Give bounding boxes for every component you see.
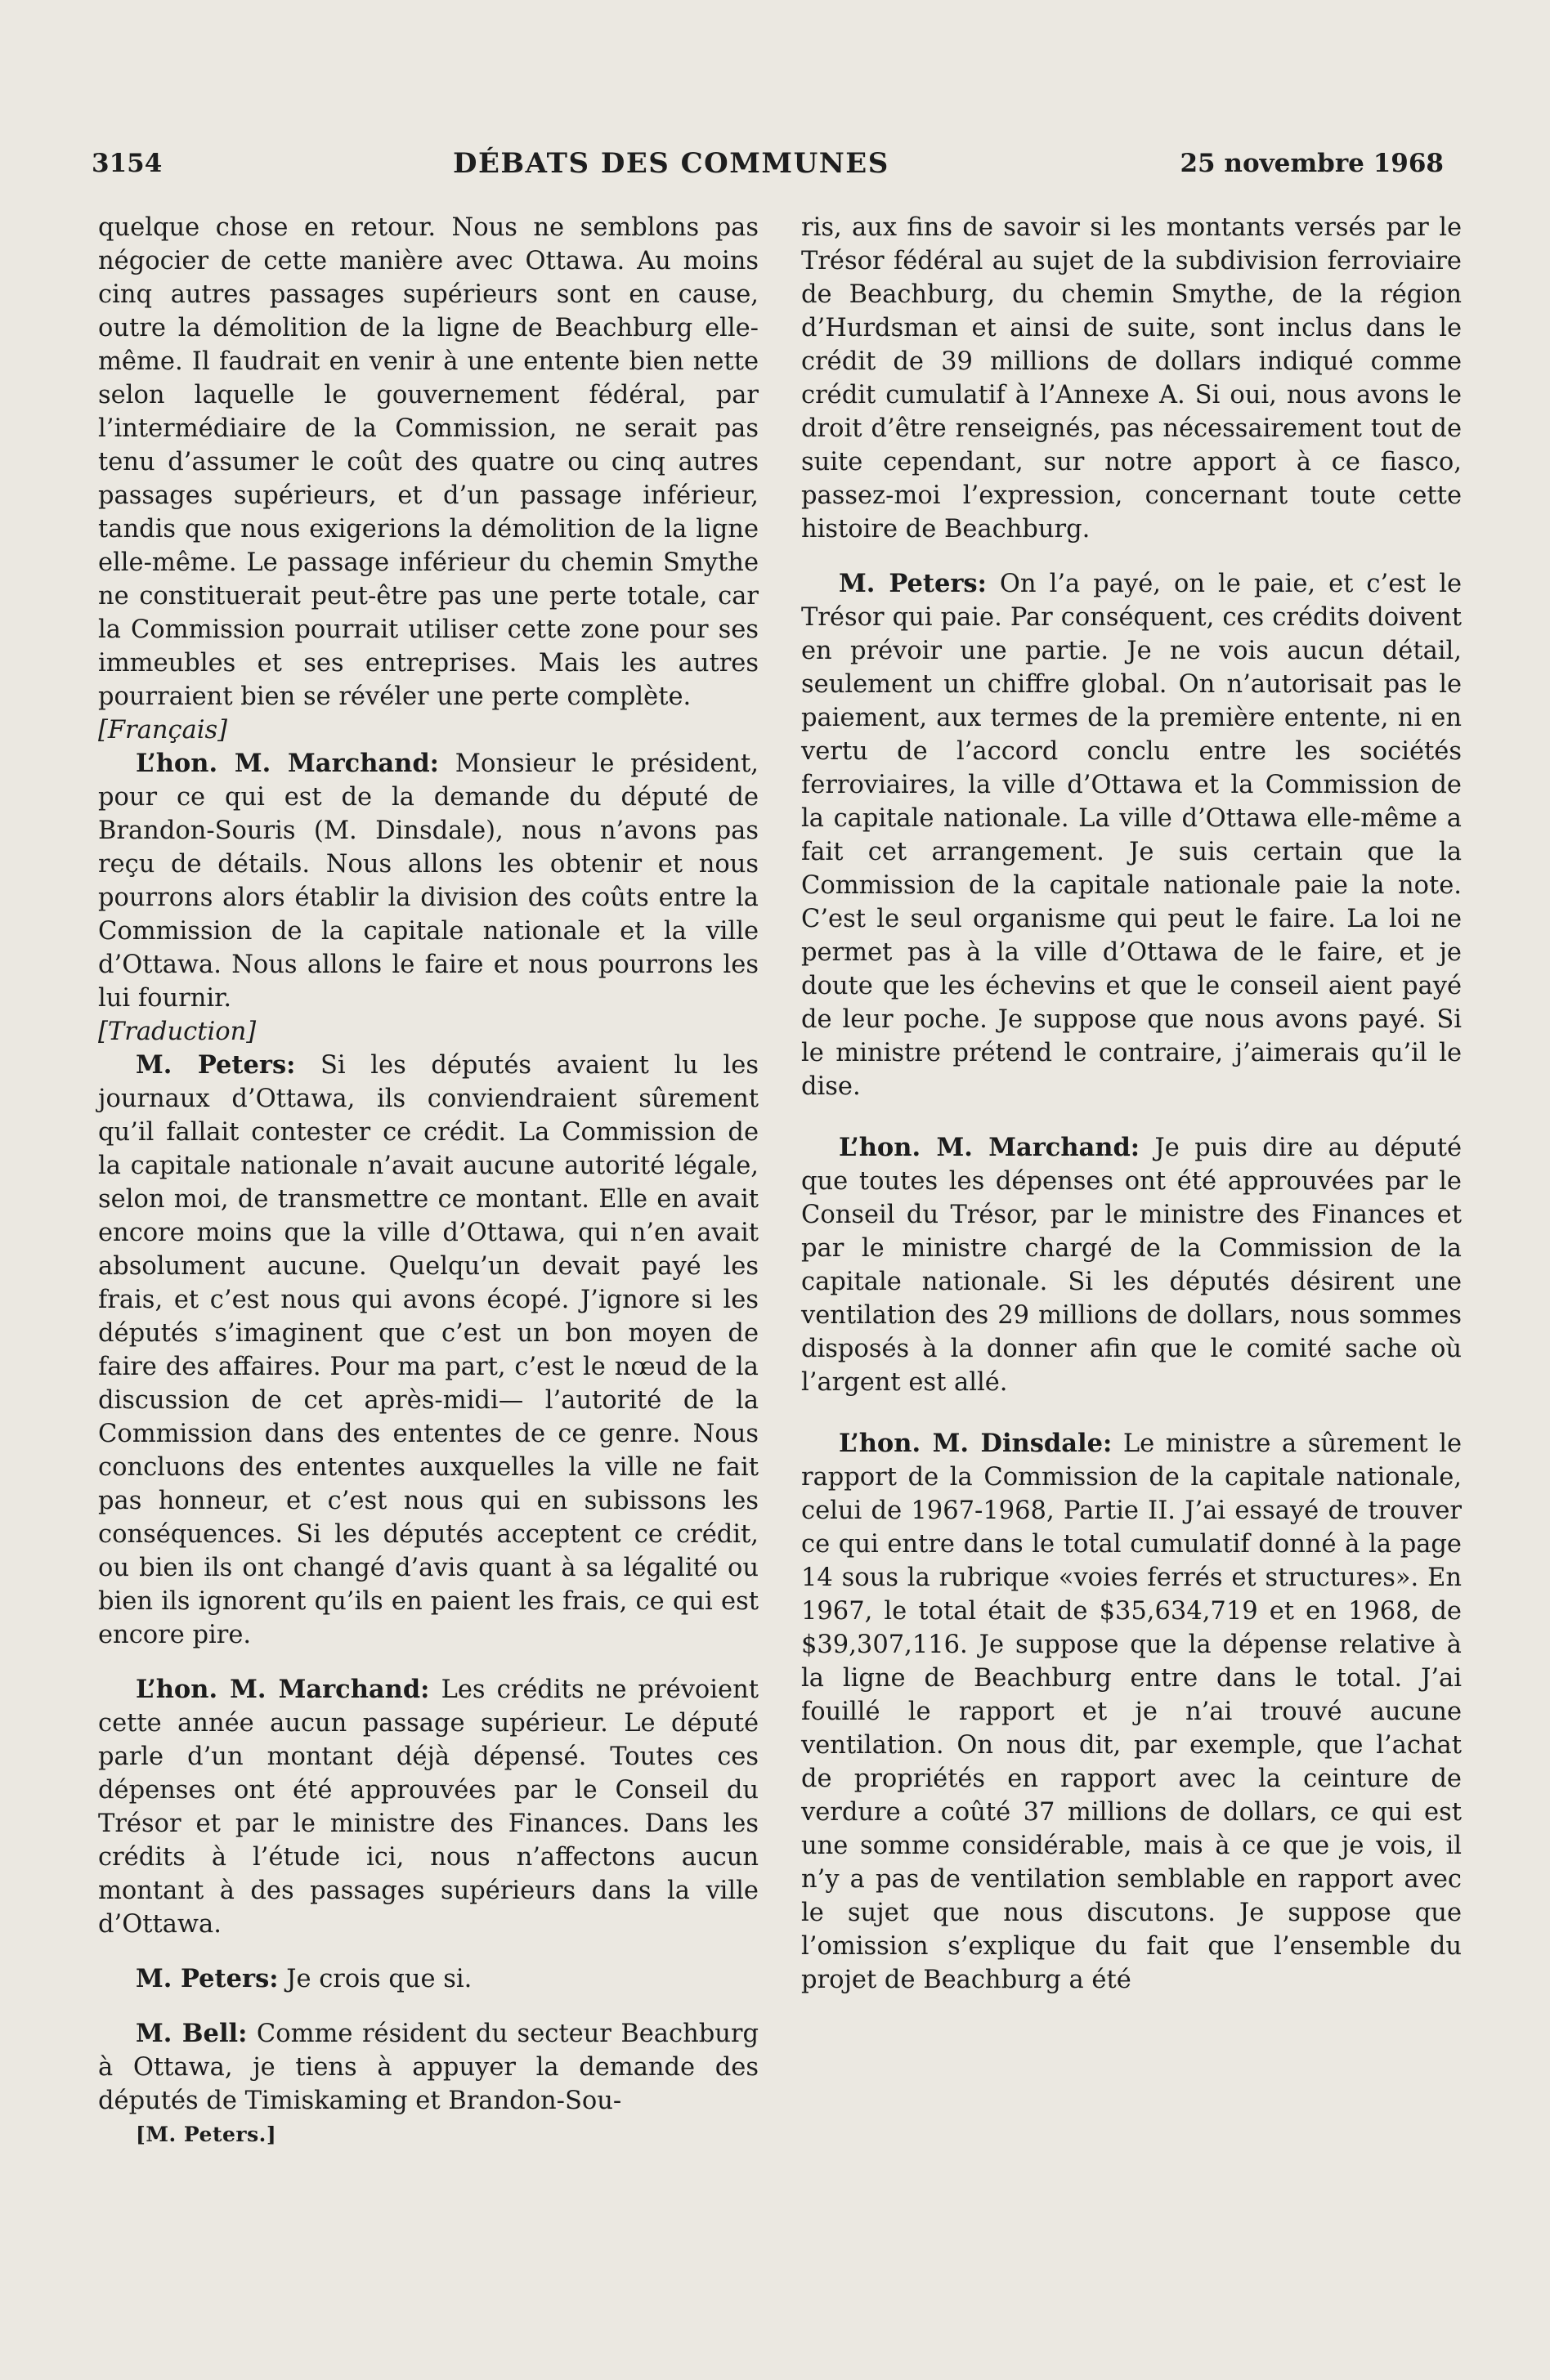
paragraph: quelque chose en retour. Nous ne semblons pas négocier de cette manière avec Ottawa. Au moins cinq autres passages supérieurs sont en cause, outre la démolition de la ligne de Beachburg elle-même. Il faudrait en venir à une entente bien nette selon laquelle le gouvernement fédéral, par l’intermédiaire de la Commission, ne serait pas tenu d’assumer le coût des quatre ou cinq autres passages supérieurs, et d’un passage inférieur, tandis que nous exigerions la démolition de la ligne elle-même. Le passage inférieur du chemin Smythe ne constituerait peut-être pas une perte totale, car la Commission pourrait utiliser cette zone pour ses immeubles et ses entreprises. Mais les autres pourraient bien se révéler une perte complète. (98, 213, 759, 711)
speaker-name: L’hon. M. Marchand: (136, 749, 439, 778)
speech-text: On l’a payé, on le paie, et c’est le Trésor qui paie. Par conséquent, ces crédits doivent en prévoir une partie. Je ne vois aucun détail, seulement un chiffre global. On n’autorisait pas le paiement, aux termes de la première entente, ni en vertu de l’accord conclu entre les sociétés ferroviaires, la ville d’Ottawa et la Commission de la capitale nationale. La ville d’Ottawa elle-même a fait cet arrangement. Je suis certain que la Commission de la capitale nationale paie la note. C’est le seul organisme qui peut le faire. La loi ne permet pas à la ville d’Ottawa de le faire, et je doute que les échevins et que le conseil aient payé de leur poche. Je suppose que nous avons payé. Si le ministre prétend le contraire, j’aimerais qu’il le dise. (801, 570, 1463, 1101)
speech-paragraph (801, 1131, 1462, 1399)
speaker-name: M. Peters: (136, 1964, 279, 1993)
page-header (92, 141, 1444, 186)
page-date: 25 novembre 1968 (1180, 149, 1444, 178)
speaker-name: M. Bell: (136, 2019, 248, 2048)
speech-text: Les crédits ne prévoient cette année aucun passage supérieur. Le député parle d’un montant déjà dépensé. Toutes ces dépenses ont été approuvées par le Conseil du Trésor et par le ministre des Finances. Dans les crédits à l’étude ici, nous n’affectons aucun montant à des passages supérieurs dans la ville d’Ottawa. (98, 1675, 759, 1939)
speech-text: Je crois que si. (286, 1965, 473, 1993)
speaker-name: L’hon. M. Marchand: (136, 1675, 430, 1704)
text-columns (98, 211, 1462, 2151)
language-marker: [Traduction] (98, 1018, 257, 1046)
speech-text: Je puis dire au député que toutes les dépenses ont été approuvées par le Conseil du Trésor, par le ministre des Finances et par le ministre chargé de la Commission de la capitale nationale. Si les députés désirent une ventilation des 29 millions de dollars, nous sommes disposés à la donner afin que le comité sache où l’argent est allé. (801, 1134, 1463, 1397)
speech-paragraph (98, 1049, 759, 1652)
publication-title: DÉBATS DES COMMUNES (452, 147, 889, 180)
paragraph: ris, aux fins de savoir si les montants versés par le Trésor fédéral au sujet de la subdivision ferroviaire de Beachburg, du chemin Smythe, de la région d’Hurdsman et ainsi de suite, sont inclus dans le crédit de 39 millions de dollars indiqué comme crédit cumulatif à l’Annexe A. Si oui, nous avons le droit d’être renseignés, pas nécessairement tout de suite cependant, sur notre apport à ce fiasco, passez-moi l’expression, concernant toute cette histoire de Beachburg. (801, 213, 1462, 544)
speech-paragraph (98, 2017, 759, 2118)
footer-speaker-reference: [M. Peters.] (136, 2123, 277, 2146)
speech-text: Le ministre a sûrement le rapport de la Commission de la capitale nationale, celui de 1967-1968, Partie II. J’ai essayé de trouver ce qui entre dans le total cumulatif donné à la page 14 sous la rubrique «voies ferrés et structures». En 1967, le total était de $35,634,719 et en 1968, de $39,307,116. Je suppose que la dépense relative à la ligne de Beachburg entre dans le total. J’ai fouillé le rapport et je n’ai trouvé aucune ventilation. On nous dit, par exemple, que l’achat de propriétés en rapport avec la ceinture de verdure a coûté 37 millions de dollars, ce qui est une somme considérable, mais à ce que je vois, il n’y a pas de ventilation semblable en rapport avec le sujet que nous discutons. Je suppose que l’omission s’explique du fait que l’ensemble du projet de Beachburg a été (801, 1429, 1463, 1994)
speech-paragraph (98, 1673, 759, 1941)
speaker-name: M. Peters: (136, 1050, 296, 1080)
speaker-name: L’hon. M. Dinsdale: (839, 1429, 1113, 1458)
speaker-name: L’hon. M. Marchand: (839, 1133, 1140, 1162)
language-marker: [Français] (98, 716, 228, 745)
speech-text: Monsieur le président, pour ce qui est de la demande du député de Brandon-Souris (M. Dinsdale), nous n’avons pas reçu de détails. Nous allons les obtenir et nous pourrons alors établir la division des coûts entre la Commission de la capitale nationale et la ville d’Ottawa. Nous allons le faire et nous pourrons les lui fournir. (98, 749, 759, 1013)
speech-paragraph (801, 567, 1462, 1103)
right-column (801, 211, 1462, 2151)
speaker-name: M. Peters: (839, 569, 987, 598)
speech-text: Comme résident du secteur Beachburg à Ottawa, je tiens à appuyer la demande des députés de Timiskaming et Brandon-Sou- (98, 2020, 759, 2115)
speech-paragraph (98, 1962, 759, 1996)
speech-paragraph (98, 747, 759, 1015)
page-number: 3154 (92, 149, 163, 178)
speech-paragraph (801, 1427, 1462, 1997)
left-column (98, 211, 759, 2151)
speech-text: Si les députés avaient lu les journaux d’Ottawa, ils conviendraient sûrement qu’il fallait contester ce crédit. La Commission de la capitale nationale n’avait aucune autorité légale, selon moi, de transmettre ce montant. Elle en avait encore moins que la ville d’Ottawa, qui n’en avait absolument aucune. Quelqu’un devait payé les frais, et c’est nous qui avons écopé. J’ignore si les députés s’imaginent que c’est un bon moyen de faire des affaires. Pour ma part, c’est le nœud de la discussion de cet après-midi— l’autorité de la Commission dans des ententes de ce genre. Nous concluons des ententes auxquelles la ville ne fait pas honneur, et c’est nous qui en subissons les conséquences. Si les députés acceptent ce crédit, ou bien ils ont changé d’avis quant à sa légalité ou bien ils ignorent qu’ils en paient les frais, ce qui est encore pire. (98, 1051, 759, 1649)
